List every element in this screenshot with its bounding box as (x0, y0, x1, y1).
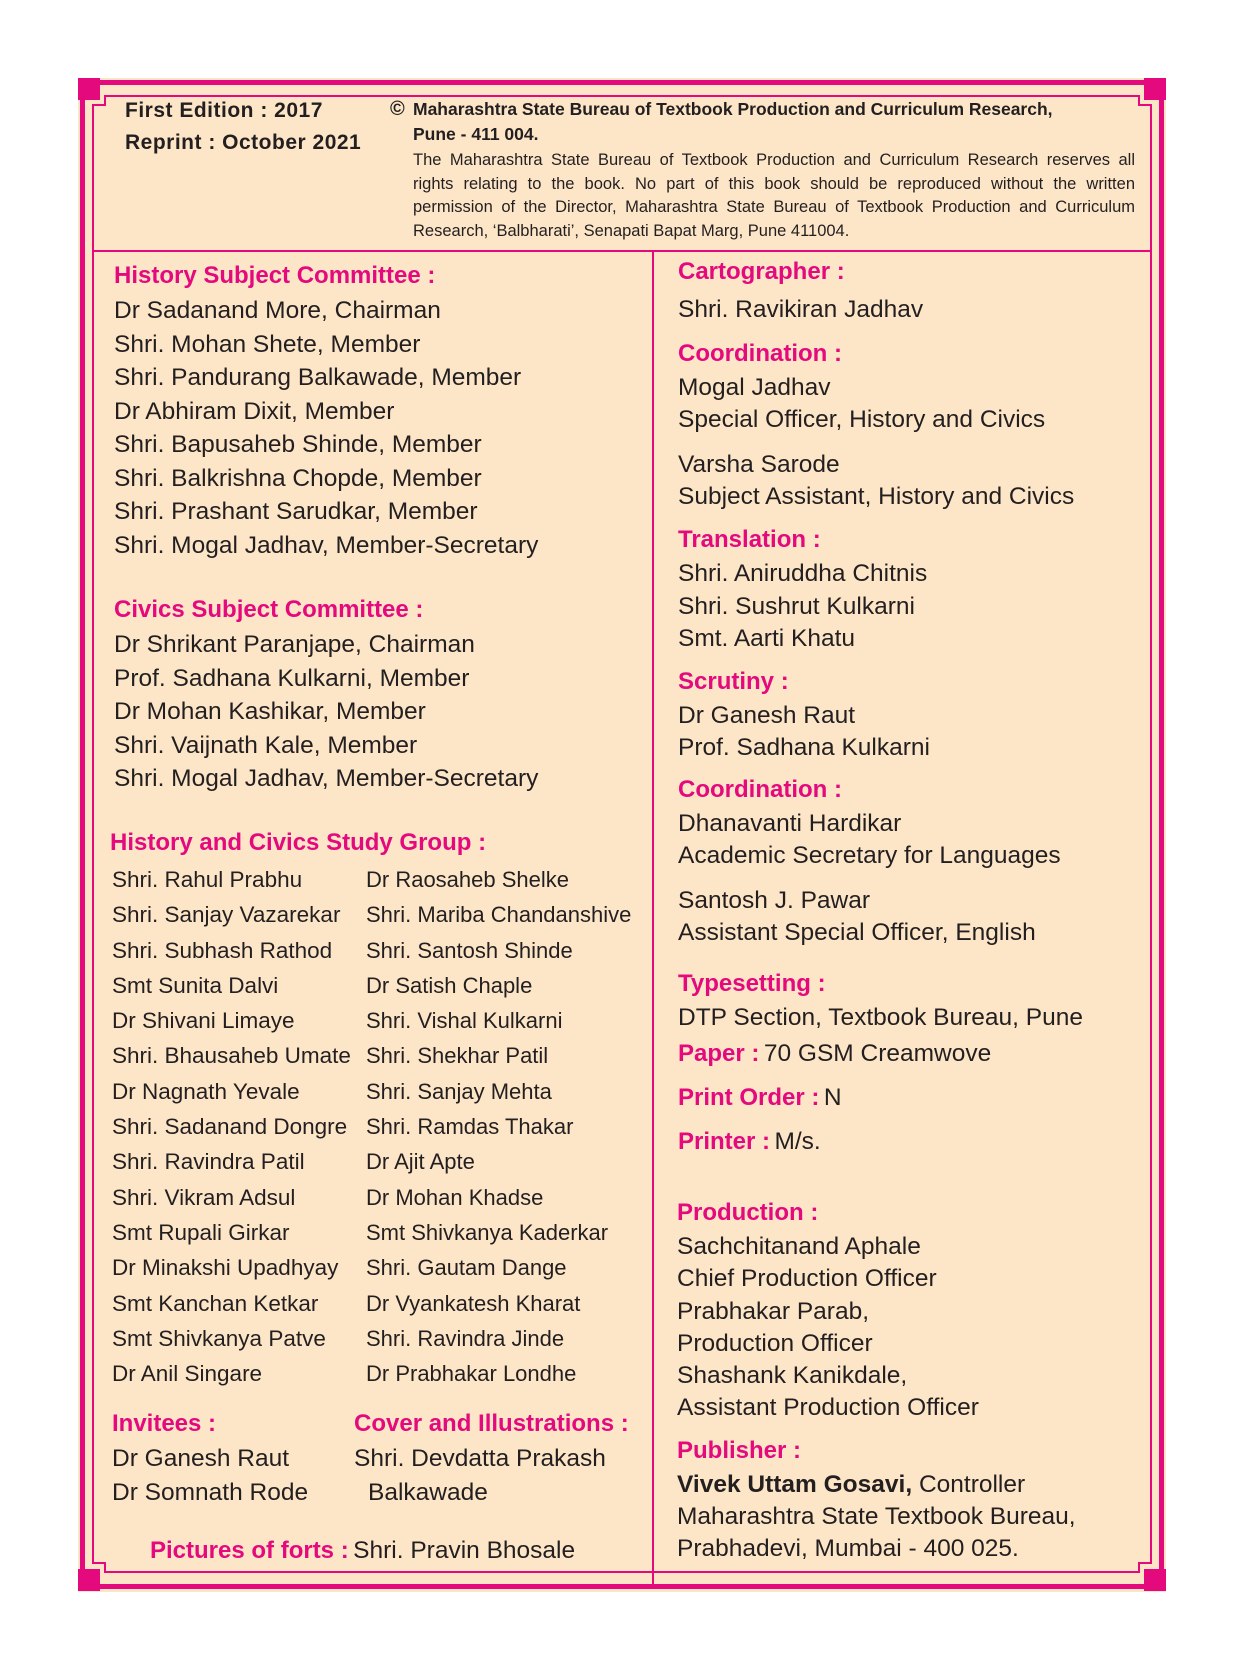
corner-ornament (1144, 78, 1166, 100)
corner-ornament (1144, 1569, 1166, 1591)
scrutiny-list (678, 700, 930, 764)
typesetting-value: DTP Section, Textbook Bureau, Pune (678, 1004, 1083, 1031)
paper-value: 70 GSM Creamwove (763, 1040, 992, 1067)
header-divider (94, 250, 1150, 252)
list-item: Dhanavanti Hardikar (678, 810, 902, 837)
list-item: Dr Satish Chaple (366, 972, 533, 998)
list-item: Chief Production Officer (677, 1265, 937, 1293)
list-item: Dr Nagnath Yevale (112, 1078, 300, 1104)
publisher-heading: Publisher : (677, 1437, 802, 1464)
list-item: Dr Ganesh Raut (678, 702, 856, 729)
list-item: Shri. Ravindra Jinde (366, 1325, 565, 1351)
printer-line (678, 1128, 821, 1156)
list-item: Dr Sadanand More, Chairman (114, 297, 441, 324)
list-item: Dr Prabhakar Londhe (366, 1361, 577, 1387)
list-item: Prabhadevi, Mumbai - 400 025. (677, 1535, 1019, 1562)
list-item: Dr Vyankatesh Kharat (366, 1290, 581, 1316)
list-item: Shri. Sushrut Kulkarni (678, 592, 915, 620)
list-item: Assistant Production Officer (677, 1394, 979, 1422)
list-item: Shri. Vishal Kulkarni (366, 1008, 563, 1034)
print-order-line (678, 1084, 842, 1112)
coordination-heading: Coordination : (678, 776, 842, 803)
production-list (677, 1231, 979, 1425)
reprint: Reprint : October 2021 (125, 131, 362, 154)
list-item: Shri. Sanjay Vazarekar (112, 902, 341, 928)
civics-committee-list (114, 628, 538, 796)
coordination-person (678, 449, 1074, 513)
border-right-outer (1159, 80, 1164, 1589)
list-item: Prof. Sadhana Kulkarni, Member (114, 664, 470, 692)
border-top-inner (104, 95, 1140, 97)
paper-line (678, 1040, 991, 1068)
invitees-heading: Invitees : (112, 1410, 217, 1437)
border-left-outer (80, 80, 85, 1589)
list-item: Production Officer (677, 1329, 873, 1357)
publisher-details (677, 1469, 1076, 1565)
corner-step (104, 1562, 106, 1573)
forts-label: Pictures of forts : (150, 1537, 349, 1564)
list-item: Dr Ganesh Raut (112, 1445, 290, 1472)
list-item: Shri. Sanjay Mehta (366, 1078, 552, 1104)
list-item: Shri. Santosh Shinde (366, 937, 573, 963)
list-item: Sachchitanand Aphale (677, 1233, 921, 1260)
list-item: Smt Kanchan Ketkar (112, 1290, 319, 1316)
list-item: Smt Rupali Girkar (112, 1219, 290, 1245)
list-item: Shri. Gautam Dange (366, 1255, 567, 1281)
translation-list (678, 558, 927, 656)
list-item: Shri. Mohan Shete, Member (114, 330, 421, 358)
corner-step (1138, 95, 1140, 106)
list-item: Dr Mohan Kashikar, Member (114, 698, 426, 725)
printer-label: Printer : (678, 1128, 771, 1155)
corner-step (104, 95, 106, 106)
list-item: Shri. Devdatta Prakash (354, 1445, 606, 1472)
list-item: Shri. Shekhar Patil (366, 1043, 549, 1069)
typesetting-heading: Typesetting : (678, 970, 826, 997)
coordination-person (678, 808, 1061, 872)
list-item: Smt Sunita Dalvi (112, 972, 279, 998)
list-item: Shri. Aniruddha Chitnis (678, 560, 928, 587)
list-item: Prof. Sadhana Kulkarni (678, 734, 930, 761)
list-item: Shri. Ramdas Thakar (366, 1114, 574, 1140)
invitees-list (112, 1442, 308, 1509)
forts-name: Shri. Pravin Bhosale (353, 1537, 576, 1564)
study-group-heading: History and Civics Study Group : (110, 829, 487, 856)
list-item: Shri. Rahul Prabhu (112, 867, 303, 892)
border-bottom-outer (80, 1584, 1164, 1589)
list-item: Shri. Vaijnath Kale, Member (114, 731, 418, 759)
print-order-value: N (823, 1084, 842, 1111)
list-item: Shri. Bhausaheb Umate (112, 1043, 351, 1069)
corner-step (1138, 1562, 1152, 1564)
list-item: Dr Somnath Rode (112, 1478, 309, 1506)
list-item: Shri. Vikram Adsul (112, 1184, 296, 1210)
coordination-person (678, 372, 1045, 436)
list-item: Dr Raosaheb Shelke (366, 867, 570, 892)
list-item: Dr Anil Singare (112, 1361, 263, 1387)
history-committee-list (114, 294, 538, 562)
printer-value: M/s. (774, 1128, 821, 1155)
study-group-column-1 (112, 862, 351, 1391)
pictures-of-forts (150, 1537, 575, 1565)
list-item: Shri. Prashant Sarudkar, Member (114, 498, 478, 525)
study-group-column-2 (366, 862, 631, 1391)
publisher-name: Vivek Uttam Gosavi, (677, 1471, 913, 1498)
coordination-heading: Coordination : (678, 340, 842, 367)
list-item: Smt Shivkanya Kaderkar (366, 1219, 609, 1245)
list-item: Shri. Ravindra Patil (112, 1149, 305, 1175)
list-item: Dr Minakshi Upadhyay (112, 1255, 339, 1281)
copyright-symbol: © (390, 98, 405, 120)
cover-illustrations-list (354, 1442, 606, 1509)
paper-label: Paper : (678, 1040, 760, 1067)
list-item: Shri. Mariba Chandanshive (366, 902, 632, 928)
production-heading: Production : (677, 1199, 819, 1226)
list-item: Shri. Subhash Rathod (112, 937, 333, 963)
list-item: Shri. Bapusaheb Shinde, Member (114, 431, 482, 458)
corner-ornament (78, 78, 100, 100)
corner-step (1138, 104, 1152, 106)
list-item: Mogal Jadhav (678, 374, 831, 401)
list-item: Subject Assistant, History and Civics (678, 483, 1075, 510)
publisher-name-line (677, 1469, 1076, 1501)
list-item: Dr Abhiram Dixit, Member (114, 397, 395, 425)
list-item: Shri. Balkrishna Chopde, Member (114, 464, 482, 492)
history-committee-heading: History Subject Committee : (114, 262, 436, 289)
first-edition: First Edition : 2017 (125, 99, 323, 122)
copyright-line-1: Maharashtra State Bureau of Textbook Production and Curriculum Research, (413, 99, 1053, 119)
scrutiny-heading: Scrutiny : (678, 668, 789, 695)
cartographer-heading: Cartographer : (678, 258, 845, 285)
list-item: Shashank Kanikdale, (677, 1362, 908, 1390)
border-left-inner (92, 104, 94, 1564)
list-item: Special Officer, History and Civics (678, 406, 1046, 433)
list-item: Smt. Aarti Khatu (678, 625, 856, 652)
translation-heading: Translation : (678, 526, 821, 553)
list-item: Dr Mohan Khadse (366, 1184, 544, 1210)
list-item: Academic Secretary for Languages (678, 842, 1061, 869)
border-top-outer (80, 80, 1164, 85)
civics-committee-heading: Civics Subject Committee : (114, 596, 424, 623)
cover-illustrations-heading: Cover and Illustrations : (354, 1410, 629, 1437)
list-item: Varsha Sarode (678, 451, 840, 478)
border-bottom-inner (104, 1571, 1140, 1573)
publisher-role: Controller (918, 1471, 1026, 1498)
list-item: Assistant Special Officer, English (678, 919, 1036, 946)
corner-step (1138, 1562, 1140, 1573)
list-item: Dr Ajit Apte (366, 1149, 475, 1175)
list-item: Prabhakar Parab, (677, 1297, 870, 1325)
list-item: Dr Shrikant Paranjape, Chairman (114, 631, 475, 658)
list-item: Shri. Mogal Jadhav, Member-Secretary (114, 765, 539, 792)
list-item: Shri. Sadanand Dongre (112, 1114, 348, 1140)
list-item: Smt Shivkanya Patve (112, 1325, 326, 1351)
list-item: Balkawade (368, 1478, 488, 1506)
copyright-notice: The Maharashtra State Bureau of Textbook Production and Curriculum Research reserves all rights relating to the book. No part of this book should be reproduced without the written permission of the Director, Maharashtra State Bureau of Textbook Production and Curriculum Research, ‘Balbharati’, Senapati Bapat Marg, Pune 411004. (413, 151, 1135, 240)
copyright-line-2: Pune - 411 004. (413, 124, 539, 144)
list-item: Dr Shivani Limaye (112, 1008, 295, 1034)
border-right-inner (1150, 104, 1152, 1564)
cartographer-name: Shri. Ravikiran Jadhav (678, 296, 924, 323)
column-divider (652, 252, 654, 1586)
list-item: Shri. Mogal Jadhav, Member-Secretary (114, 531, 539, 559)
list-item: Santosh J. Pawar (678, 887, 871, 914)
coordination-person (678, 885, 1036, 949)
list-item: Shri. Pandurang Balkawade, Member (114, 364, 522, 391)
print-order-label: Print Order : (678, 1084, 820, 1111)
corner-ornament (78, 1569, 100, 1591)
list-item: Maharashtra State Textbook Bureau, (677, 1503, 1076, 1530)
